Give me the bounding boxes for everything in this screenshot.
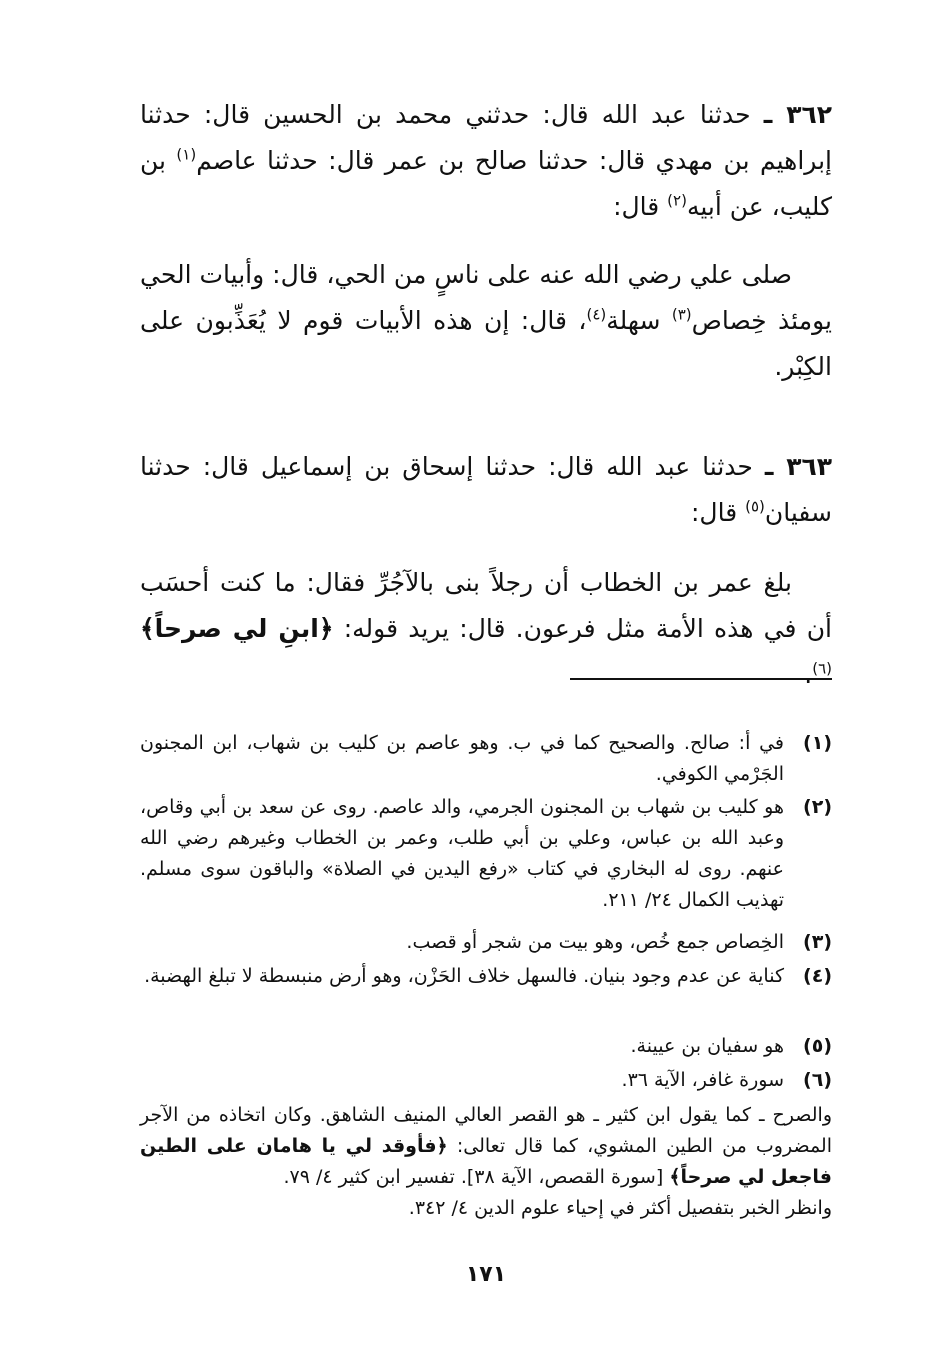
footnote-text: والصرح ـ كما يقول ابن كثير ـ هو القصر العالي المنيف الشاهق. وكان اتخاذه من الآجر المضروب من الطين المشوي، كما قال تعالى:	[140, 1104, 832, 1157]
footnote-ref[interactable]: (٥)	[745, 497, 765, 516]
footnote-text: هو كليب بن شهاب بن المجنون الجرمي، والد عاصم. روى عن سعد بن أبي وقاص، وعبد الله بن عباس، وعلي بن أبي طلب، وعمر بن الخطاب وغيرهم رضي الله عنهم. روى له البخاري في كتاب «رفع اليدين في الصلاة» والباقون سوى مسلم. تهذيب الكمال ٢٤/ ٢١١.	[140, 796, 784, 911]
footnote-ref[interactable]: (٦)	[812, 659, 832, 678]
footnote-divider	[570, 678, 832, 680]
matn-text: ، قال: إن هذه الأبيات قوم لا يُعَذِّبون على الكِبْر.	[140, 306, 832, 381]
footnote-ref[interactable]: (٢)	[667, 191, 687, 210]
matn-text: سهلة	[606, 306, 672, 335]
footnote-text: وانظر الخبر بتفصيل أكثر في إحياء علوم الدين ٤/ ٣٤٢.	[408, 1197, 832, 1219]
footnote-number: (٦)	[803, 1069, 832, 1091]
footnote-text: [سورة القصص، الآية ٣٨]. تفسير ابن كثير ٤/ ٧٩.	[283, 1166, 670, 1188]
matn-text: صلى علي رضي الله عنه على ناسٍ من الحي، قال: وأبيات الحي يومئذ خِصاص	[140, 260, 832, 335]
footnote-4	[140, 961, 832, 992]
hadith-text: حدثنا عبد الله قال: حدثني محمد بن الحسين قال: حدثنا إبراهيم بن مهدي قال: حدثنا صالح بن عمر قال: حدثنا عاصم	[140, 100, 832, 175]
matn-text: .	[804, 660, 813, 689]
footnote-text: في أ: صالح. والصحيح كما في ب. وهو عاصم بن كليب بن شهاب، ابن المجنون الجَرْمي الكوفي.	[140, 732, 784, 785]
hadith-text: حدثنا عبد الله قال: حدثنا إسحاق بن إسماعيل قال: حدثنا سفيان	[140, 452, 832, 527]
footnote-ref[interactable]: (١)	[176, 145, 197, 164]
page-number: ١٧١	[465, 1262, 507, 1287]
footnote-text: هو سفيان بن عيينة.	[630, 1035, 784, 1057]
hadith-362	[140, 92, 832, 230]
hadith-text: قال:	[690, 498, 746, 527]
footnote-number: (٣)	[803, 931, 832, 953]
matn-text: بلغ عمر بن الخطاب أن رجلاً بنى بالآجُرِّ فقال: ما كنت أحسَب أن في هذه الأمة مثل فرعون. قال: يريد قوله:	[140, 568, 832, 643]
footnote-number: (٥)	[803, 1035, 832, 1057]
quran-quote: ﴿ابنِ لي صرحاً﴾	[140, 614, 334, 643]
footnote-number: (٢)	[803, 796, 832, 818]
hadith-text: قال:	[613, 192, 668, 221]
hadith-number: ٣٦٢ ـ	[763, 100, 832, 129]
hadith-362-matn	[140, 252, 832, 390]
hadith-number: ٣٦٣ ـ	[764, 452, 832, 481]
quran-quote: ﴿فأوقد لي يا هامان على الطين فاجعل لي صرحاً﴾	[140, 1135, 832, 1188]
footnote-ref[interactable]: (٣)	[671, 305, 692, 324]
footnote-3	[140, 927, 832, 958]
footnote-number: (١)	[803, 732, 832, 754]
book-page	[140, 0, 832, 1372]
footnote-text: الخِصاص جمع خُص، وهو بيت من شجر أو قصب.	[406, 931, 784, 953]
footnote-number: (٤)	[803, 965, 832, 987]
footnote-6-continuation	[140, 1100, 832, 1224]
footnote-5	[140, 1031, 832, 1062]
hadith-text: بن كليب، عن أبيه	[140, 146, 832, 221]
footnote-2	[140, 792, 832, 916]
footnote-text: سورة غافر، الآية ٣٦.	[621, 1069, 784, 1091]
footnote-text: كناية عن عدم وجود بنيان. فالسهل خلاف الحَزْن، وهو أرض منبسطة لا تبلغ الهضبة.	[144, 965, 784, 987]
hadith-363	[140, 444, 832, 536]
footnote-1	[140, 728, 832, 790]
footnote-ref[interactable]: (٤)	[586, 305, 607, 324]
footnote-6	[140, 1065, 832, 1096]
